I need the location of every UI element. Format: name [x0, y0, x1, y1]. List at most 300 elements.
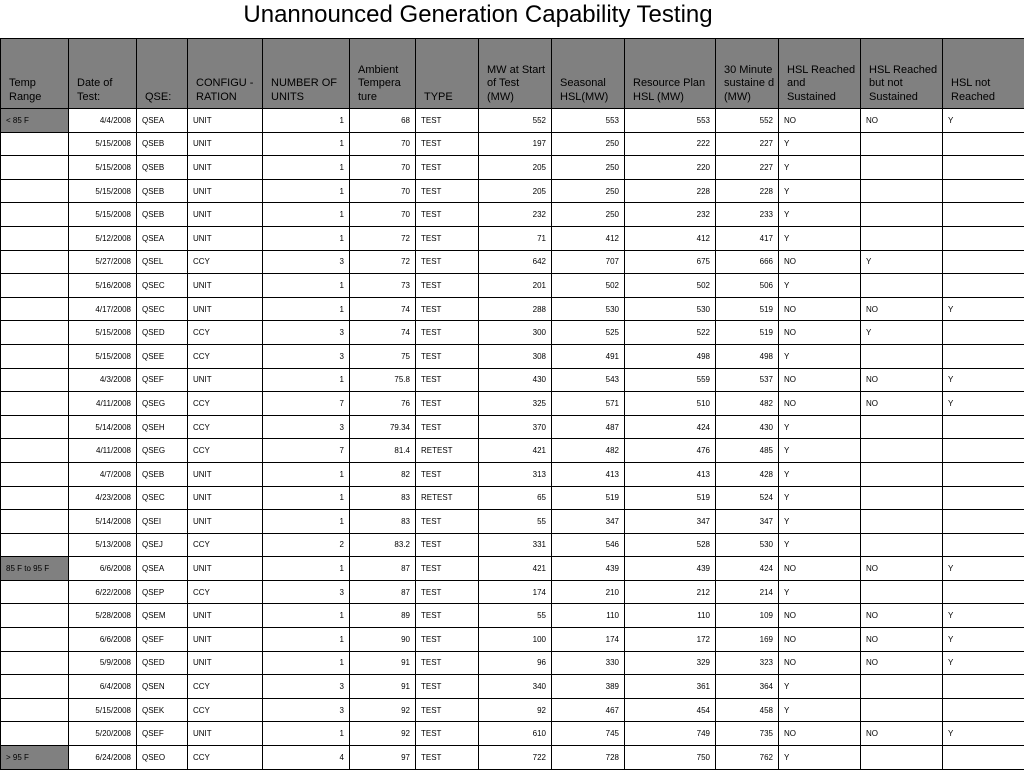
table-row [1, 226, 1024, 250]
configuration-cell: UNIT [188, 486, 263, 510]
hsl-not-reached-cell [943, 250, 1024, 274]
sustained-30-minute-cell: 666 [716, 250, 779, 274]
resource-plan-hsl-cell: 750 [625, 746, 716, 770]
date-cell: 5/9/2008 [69, 651, 137, 675]
column-header-date-of-test: Date of Test: [69, 39, 137, 109]
hsl-not-reached-cell [943, 344, 1024, 368]
type-cell: TEST [416, 415, 479, 439]
mw-at-start-cell: 421 [479, 557, 552, 581]
configuration-cell: UNIT [188, 651, 263, 675]
seasonal-hsl-cell: 250 [552, 156, 625, 180]
resource-plan-hsl-cell: 361 [625, 675, 716, 699]
qse-cell: QSEH [137, 415, 188, 439]
hsl-not-reached-cell: Y [943, 604, 1024, 628]
hsl-reached-not-sustained-cell [861, 179, 943, 203]
resource-plan-hsl-cell: 749 [625, 722, 716, 746]
temp-range-cell [1, 344, 69, 368]
temp-range-cell [1, 297, 69, 321]
hsl-not-reached-cell [943, 746, 1024, 770]
table-row [1, 462, 1024, 486]
qse-cell: QSEF [137, 722, 188, 746]
hsl-not-reached-cell [943, 179, 1024, 203]
column-header-hsl-reached-and-sustained: HSL Reached and Sustained [779, 39, 861, 109]
column-header-resource-plan-hsl: Resource Plan HSL (MW) [625, 39, 716, 109]
column-header-temp-range: Temp Range [1, 39, 69, 109]
temp-range-cell [1, 226, 69, 250]
date-cell: 5/15/2008 [69, 344, 137, 368]
hsl-reached-sustained-cell: NO [779, 297, 861, 321]
table-row [1, 344, 1024, 368]
resource-plan-hsl-cell: 510 [625, 392, 716, 416]
qse-cell: QSEA [137, 226, 188, 250]
qse-cell: QSEC [137, 297, 188, 321]
hsl-not-reached-cell [943, 132, 1024, 156]
column-header-configuration: CONFIGU -RATION [188, 39, 263, 109]
column-header-seasonal-hsl: Seasonal HSL(MW) [552, 39, 625, 109]
number-of-units-cell: 7 [263, 392, 350, 416]
seasonal-hsl-cell: 546 [552, 533, 625, 557]
temp-range-cell [1, 368, 69, 392]
sustained-30-minute-cell: 498 [716, 344, 779, 368]
resource-plan-hsl-cell: 675 [625, 250, 716, 274]
ambient-temperature-cell: 91 [350, 651, 416, 675]
mw-at-start-cell: 430 [479, 368, 552, 392]
ambient-temperature-cell: 75 [350, 344, 416, 368]
ambient-temperature-cell: 70 [350, 203, 416, 227]
type-cell: TEST [416, 557, 479, 581]
column-header-hsl-not-reached: HSL not Reached [943, 39, 1024, 109]
hsl-reached-sustained-cell: Y [779, 439, 861, 463]
seasonal-hsl-cell: 250 [552, 203, 625, 227]
hsl-reached-not-sustained-cell [861, 132, 943, 156]
table-row [1, 722, 1024, 746]
table-row [1, 746, 1024, 770]
mw-at-start-cell: 201 [479, 274, 552, 298]
hsl-reached-not-sustained-cell [861, 203, 943, 227]
configuration-cell: CCY [188, 580, 263, 604]
qse-cell: QSED [137, 651, 188, 675]
hsl-reached-not-sustained-cell [861, 462, 943, 486]
hsl-not-reached-cell [943, 533, 1024, 557]
column-header-number-of-units: NUMBER OF UNITS [263, 39, 350, 109]
hsl-not-reached-cell [943, 203, 1024, 227]
sustained-30-minute-cell: 735 [716, 722, 779, 746]
resource-plan-hsl-cell: 559 [625, 368, 716, 392]
date-cell: 4/3/2008 [69, 368, 137, 392]
type-cell: TEST [416, 651, 479, 675]
qse-cell: QSEB [137, 203, 188, 227]
mw-at-start-cell: 722 [479, 746, 552, 770]
mw-at-start-cell: 197 [479, 132, 552, 156]
number-of-units-cell: 4 [263, 746, 350, 770]
type-cell: TEST [416, 580, 479, 604]
hsl-reached-not-sustained-cell [861, 675, 943, 699]
column-header-type: TYPE [416, 39, 479, 109]
mw-at-start-cell: 325 [479, 392, 552, 416]
date-cell: 5/20/2008 [69, 722, 137, 746]
number-of-units-cell: 2 [263, 533, 350, 557]
number-of-units-cell: 1 [263, 109, 350, 133]
number-of-units-cell: 3 [263, 250, 350, 274]
date-cell: 4/11/2008 [69, 392, 137, 416]
qse-cell: QSEG [137, 439, 188, 463]
ambient-temperature-cell: 87 [350, 580, 416, 604]
configuration-cell: UNIT [188, 462, 263, 486]
mw-at-start-cell: 100 [479, 628, 552, 652]
mw-at-start-cell: 55 [479, 604, 552, 628]
temp-range-cell [1, 722, 69, 746]
resource-plan-hsl-cell: 454 [625, 698, 716, 722]
hsl-reached-not-sustained-cell [861, 533, 943, 557]
qse-cell: QSEP [137, 580, 188, 604]
date-cell: 5/14/2008 [69, 510, 137, 534]
resource-plan-hsl-cell: 228 [625, 179, 716, 203]
seasonal-hsl-cell: 728 [552, 746, 625, 770]
number-of-units-cell: 3 [263, 344, 350, 368]
configuration-cell: UNIT [188, 274, 263, 298]
temp-range-cell [1, 321, 69, 345]
table-row [1, 132, 1024, 156]
date-cell: 5/27/2008 [69, 250, 137, 274]
date-cell: 5/14/2008 [69, 415, 137, 439]
mw-at-start-cell: 421 [479, 439, 552, 463]
number-of-units-cell: 1 [263, 557, 350, 581]
table-row [1, 179, 1024, 203]
hsl-reached-not-sustained-cell: NO [861, 628, 943, 652]
table-row [1, 250, 1024, 274]
resource-plan-hsl-cell: 220 [625, 156, 716, 180]
column-header-ambient-temperature: Ambient Tempera ture [350, 39, 416, 109]
hsl-reached-sustained-cell: Y [779, 533, 861, 557]
hsl-reached-sustained-cell: Y [779, 203, 861, 227]
table-row [1, 698, 1024, 722]
resource-plan-hsl-cell: 522 [625, 321, 716, 345]
hsl-reached-sustained-cell: Y [779, 746, 861, 770]
date-cell: 6/22/2008 [69, 580, 137, 604]
ambient-temperature-cell: 72 [350, 226, 416, 250]
hsl-reached-not-sustained-cell: NO [861, 651, 943, 675]
ambient-temperature-cell: 72 [350, 250, 416, 274]
configuration-cell: CCY [188, 698, 263, 722]
column-header-30-minute-sustained: 30 Minute sustaine d (MW) [716, 39, 779, 109]
configuration-cell: CCY [188, 250, 263, 274]
temp-range-cell: > 95 F [1, 746, 69, 770]
hsl-reached-sustained-cell: Y [779, 486, 861, 510]
configuration-cell: UNIT [188, 179, 263, 203]
qse-cell: QSEF [137, 628, 188, 652]
type-cell: TEST [416, 628, 479, 652]
hsl-reached-sustained-cell: Y [779, 274, 861, 298]
seasonal-hsl-cell: 487 [552, 415, 625, 439]
mw-at-start-cell: 370 [479, 415, 552, 439]
ambient-temperature-cell: 92 [350, 722, 416, 746]
number-of-units-cell: 1 [263, 510, 350, 534]
ambient-temperature-cell: 90 [350, 628, 416, 652]
ambient-temperature-cell: 75.8 [350, 368, 416, 392]
configuration-cell: UNIT [188, 510, 263, 534]
table-row [1, 439, 1024, 463]
mw-at-start-cell: 92 [479, 698, 552, 722]
configuration-cell: UNIT [188, 203, 263, 227]
temp-range-cell [1, 156, 69, 180]
page-title: Unannounced Generation Capability Testing [0, 0, 956, 34]
sustained-30-minute-cell: 169 [716, 628, 779, 652]
seasonal-hsl-cell: 491 [552, 344, 625, 368]
configuration-cell: UNIT [188, 109, 263, 133]
temp-range-cell [1, 628, 69, 652]
sustained-30-minute-cell: 485 [716, 439, 779, 463]
type-cell: TEST [416, 156, 479, 180]
number-of-units-cell: 1 [263, 651, 350, 675]
temp-range-cell [1, 580, 69, 604]
sustained-30-minute-cell: 417 [716, 226, 779, 250]
table-row [1, 628, 1024, 652]
date-cell: 5/28/2008 [69, 604, 137, 628]
hsl-reached-sustained-cell: Y [779, 156, 861, 180]
ambient-temperature-cell: 79.34 [350, 415, 416, 439]
number-of-units-cell: 1 [263, 203, 350, 227]
hsl-not-reached-cell: Y [943, 109, 1024, 133]
qse-cell: QSEB [137, 156, 188, 180]
temp-range-cell [1, 274, 69, 298]
configuration-cell: CCY [188, 746, 263, 770]
qse-cell: QSEC [137, 486, 188, 510]
hsl-reached-not-sustained-cell [861, 226, 943, 250]
number-of-units-cell: 3 [263, 698, 350, 722]
hsl-not-reached-cell [943, 486, 1024, 510]
resource-plan-hsl-cell: 212 [625, 580, 716, 604]
hsl-not-reached-cell [943, 226, 1024, 250]
number-of-units-cell: 1 [263, 297, 350, 321]
hsl-not-reached-cell: Y [943, 392, 1024, 416]
temp-range-cell: < 85 F [1, 109, 69, 133]
table-row [1, 580, 1024, 604]
date-cell: 5/15/2008 [69, 698, 137, 722]
ambient-temperature-cell: 83 [350, 486, 416, 510]
hsl-reached-not-sustained-cell [861, 415, 943, 439]
seasonal-hsl-cell: 530 [552, 297, 625, 321]
mw-at-start-cell: 288 [479, 297, 552, 321]
sustained-30-minute-cell: 537 [716, 368, 779, 392]
table-row [1, 392, 1024, 416]
temp-range-cell [1, 533, 69, 557]
mw-at-start-cell: 552 [479, 109, 552, 133]
configuration-cell: CCY [188, 675, 263, 699]
configuration-cell: UNIT [188, 722, 263, 746]
ambient-temperature-cell: 81.4 [350, 439, 416, 463]
ambient-temperature-cell: 83 [350, 510, 416, 534]
sustained-30-minute-cell: 530 [716, 533, 779, 557]
sustained-30-minute-cell: 347 [716, 510, 779, 534]
number-of-units-cell: 3 [263, 580, 350, 604]
seasonal-hsl-cell: 413 [552, 462, 625, 486]
temp-range-cell [1, 203, 69, 227]
table-header-row [1, 39, 1024, 109]
seasonal-hsl-cell: 519 [552, 486, 625, 510]
resource-plan-hsl-cell: 329 [625, 651, 716, 675]
configuration-cell: UNIT [188, 628, 263, 652]
temp-range-cell [1, 415, 69, 439]
temp-range-cell [1, 510, 69, 534]
hsl-reached-sustained-cell: NO [779, 604, 861, 628]
qse-cell: QSEB [137, 179, 188, 203]
hsl-reached-sustained-cell: NO [779, 250, 861, 274]
qse-cell: QSEO [137, 746, 188, 770]
configuration-cell: UNIT [188, 226, 263, 250]
type-cell: TEST [416, 297, 479, 321]
configuration-cell: CCY [188, 321, 263, 345]
type-cell: TEST [416, 604, 479, 628]
temp-range-cell [1, 250, 69, 274]
qse-cell: QSEN [137, 675, 188, 699]
type-cell: TEST [416, 344, 479, 368]
hsl-reached-not-sustained-cell: Y [861, 250, 943, 274]
resource-plan-hsl-cell: 110 [625, 604, 716, 628]
hsl-reached-not-sustained-cell: NO [861, 297, 943, 321]
number-of-units-cell: 1 [263, 722, 350, 746]
hsl-reached-sustained-cell: Y [779, 510, 861, 534]
table-row [1, 274, 1024, 298]
hsl-reached-not-sustained-cell: NO [861, 109, 943, 133]
sustained-30-minute-cell: 519 [716, 321, 779, 345]
table-row [1, 415, 1024, 439]
hsl-reached-sustained-cell: Y [779, 415, 861, 439]
mw-at-start-cell: 71 [479, 226, 552, 250]
number-of-units-cell: 1 [263, 132, 350, 156]
hsl-reached-sustained-cell: Y [779, 675, 861, 699]
hsl-not-reached-cell: Y [943, 557, 1024, 581]
hsl-not-reached-cell [943, 580, 1024, 604]
mw-at-start-cell: 331 [479, 533, 552, 557]
number-of-units-cell: 1 [263, 368, 350, 392]
qse-cell: QSEM [137, 604, 188, 628]
hsl-not-reached-cell [943, 510, 1024, 534]
sustained-30-minute-cell: 482 [716, 392, 779, 416]
mw-at-start-cell: 55 [479, 510, 552, 534]
temp-range-cell [1, 439, 69, 463]
date-cell: 4/17/2008 [69, 297, 137, 321]
table-row [1, 486, 1024, 510]
resource-plan-hsl-cell: 530 [625, 297, 716, 321]
date-cell: 5/12/2008 [69, 226, 137, 250]
type-cell: TEST [416, 746, 479, 770]
seasonal-hsl-cell: 250 [552, 179, 625, 203]
hsl-not-reached-cell [943, 698, 1024, 722]
qse-cell: QSEF [137, 368, 188, 392]
mw-at-start-cell: 205 [479, 179, 552, 203]
mw-at-start-cell: 205 [479, 156, 552, 180]
hsl-reached-not-sustained-cell [861, 274, 943, 298]
hsl-not-reached-cell [943, 274, 1024, 298]
number-of-units-cell: 1 [263, 274, 350, 298]
seasonal-hsl-cell: 571 [552, 392, 625, 416]
number-of-units-cell: 1 [263, 604, 350, 628]
ambient-temperature-cell: 83.2 [350, 533, 416, 557]
table-row [1, 604, 1024, 628]
ambient-temperature-cell: 76 [350, 392, 416, 416]
resource-plan-hsl-cell: 172 [625, 628, 716, 652]
qse-cell: QSEA [137, 557, 188, 581]
hsl-not-reached-cell: Y [943, 628, 1024, 652]
sustained-30-minute-cell: 519 [716, 297, 779, 321]
type-cell: TEST [416, 203, 479, 227]
type-cell: TEST [416, 321, 479, 345]
sustained-30-minute-cell: 227 [716, 156, 779, 180]
hsl-reached-not-sustained-cell: NO [861, 392, 943, 416]
ambient-temperature-cell: 70 [350, 156, 416, 180]
hsl-reached-not-sustained-cell [861, 156, 943, 180]
date-cell: 6/6/2008 [69, 628, 137, 652]
hsl-reached-sustained-cell: NO [779, 109, 861, 133]
mw-at-start-cell: 232 [479, 203, 552, 227]
temp-range-cell: 85 F to 95 F [1, 557, 69, 581]
qse-cell: QSEL [137, 250, 188, 274]
sustained-30-minute-cell: 458 [716, 698, 779, 722]
ambient-temperature-cell: 91 [350, 675, 416, 699]
configuration-cell: CCY [188, 344, 263, 368]
date-cell: 5/15/2008 [69, 156, 137, 180]
type-cell: TEST [416, 722, 479, 746]
qse-cell: QSEB [137, 132, 188, 156]
resource-plan-hsl-cell: 528 [625, 533, 716, 557]
type-cell: TEST [416, 698, 479, 722]
sustained-30-minute-cell: 428 [716, 462, 779, 486]
table-body [1, 109, 1024, 770]
hsl-reached-sustained-cell: Y [779, 226, 861, 250]
hsl-reached-not-sustained-cell: NO [861, 604, 943, 628]
ambient-temperature-cell: 92 [350, 698, 416, 722]
hsl-reached-not-sustained-cell [861, 439, 943, 463]
column-header-qse: QSE: [137, 39, 188, 109]
mw-at-start-cell: 308 [479, 344, 552, 368]
temp-range-cell [1, 675, 69, 699]
mw-at-start-cell: 340 [479, 675, 552, 699]
hsl-reached-not-sustained-cell: NO [861, 557, 943, 581]
type-cell: TEST [416, 510, 479, 534]
table-row [1, 297, 1024, 321]
resource-plan-hsl-cell: 222 [625, 132, 716, 156]
number-of-units-cell: 1 [263, 628, 350, 652]
configuration-cell: CCY [188, 439, 263, 463]
table-row [1, 203, 1024, 227]
type-cell: RETEST [416, 486, 479, 510]
column-header-mw-at-start: MW at Start of Test (MW) [479, 39, 552, 109]
sustained-30-minute-cell: 227 [716, 132, 779, 156]
hsl-not-reached-cell: Y [943, 722, 1024, 746]
ambient-temperature-cell: 74 [350, 297, 416, 321]
qse-cell: QSEJ [137, 533, 188, 557]
temp-range-cell [1, 462, 69, 486]
table-row [1, 109, 1024, 133]
temp-range-cell [1, 604, 69, 628]
table-row [1, 675, 1024, 699]
date-cell: 4/11/2008 [69, 439, 137, 463]
hsl-reached-not-sustained-cell: NO [861, 722, 943, 746]
temp-range-cell [1, 132, 69, 156]
seasonal-hsl-cell: 482 [552, 439, 625, 463]
resource-plan-hsl-cell: 519 [625, 486, 716, 510]
ambient-temperature-cell: 74 [350, 321, 416, 345]
sustained-30-minute-cell: 506 [716, 274, 779, 298]
type-cell: TEST [416, 392, 479, 416]
number-of-units-cell: 3 [263, 415, 350, 439]
seasonal-hsl-cell: 707 [552, 250, 625, 274]
date-cell: 4/7/2008 [69, 462, 137, 486]
hsl-reached-sustained-cell: Y [779, 698, 861, 722]
seasonal-hsl-cell: 412 [552, 226, 625, 250]
type-cell: RETEST [416, 439, 479, 463]
capability-test-table [0, 38, 1024, 770]
